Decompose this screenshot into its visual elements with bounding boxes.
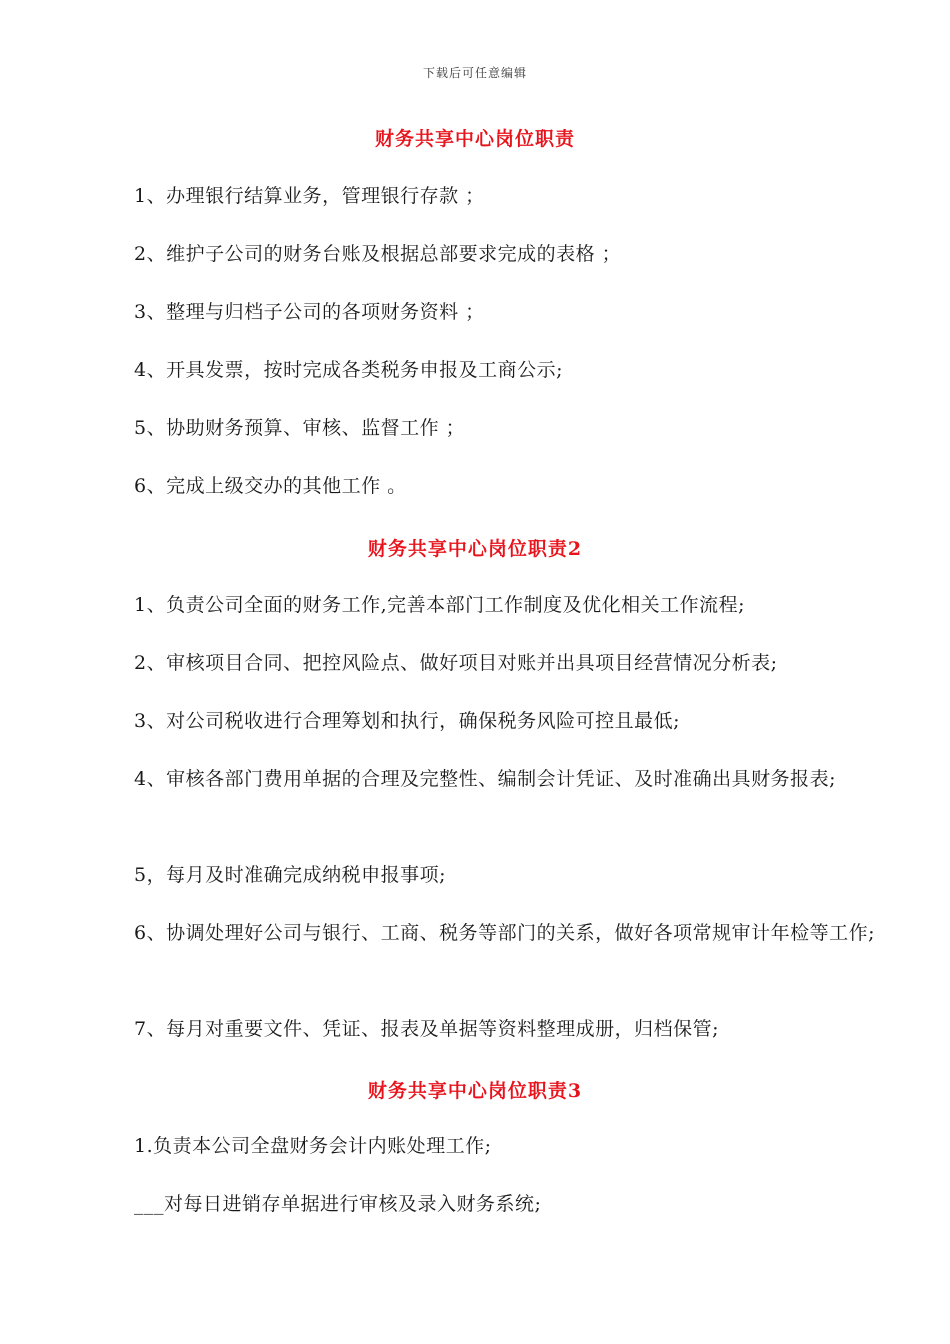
section-1-item-3: 3、整理与归档子公司的各项财务资料 ； (134, 301, 485, 323)
section-1-item-6: 6、完成上级交办的其他工作 。 (134, 475, 407, 497)
section-2-item-6: 6、协调处理好公司与银行、工商、税务等部门的关系，做好各项常规审计年检等工作; (134, 922, 875, 944)
section-3-item-1: 1.负责本公司全盘财务会计内账处理工作; (134, 1135, 492, 1157)
header-note: 下载后可任意编辑 (422, 66, 527, 80)
section-1-item-1: 1、办理银行结算业务，管理银行存款 ； (134, 185, 485, 207)
section-1-item-4: 4、开具发票，按时完成各类税务申报及工商公示; (134, 359, 563, 381)
section-3-item-2: ___对每日进销存单据进行审核及录入财务系统; (134, 1193, 542, 1215)
section-2-item-3: 3、对公司税收进行合理筹划和执行，确保税务风险可控且最低; (134, 710, 680, 732)
section-3-title: 财务共享中心岗位职责3 (367, 1080, 583, 1102)
section-2-item-2: 2、审核项目合同、把控风险点、做好项目对账并出具项目经营情况分析表; (134, 652, 778, 674)
section-1-title: 财务共享中心岗位职责 (374, 128, 575, 150)
section-2-item-1: 1、负责公司全面的财务工作,完善本部门工作制度及优化相关工作流程; (134, 594, 746, 616)
section-1-item-5: 5、协助财务预算、审核、监督工作 ； (134, 417, 466, 439)
section-2-item-7: 7、每月对重要文件、凭证、报表及单据等资料整理成册，归档保管; (134, 1018, 719, 1040)
section-2-item-4: 4、审核各部门费用单据的合理及完整性、编制会计凭证、及时准确出具财务报表; (134, 768, 836, 790)
section-2-title: 财务共享中心岗位职责2 (367, 538, 583, 560)
section-2-item-5: 5，每月及时准确完成纳税申报事项; (134, 864, 446, 886)
section-1-item-2: 2、维护子公司的财务台账及根据总部要求完成的表格 ； (134, 243, 622, 265)
